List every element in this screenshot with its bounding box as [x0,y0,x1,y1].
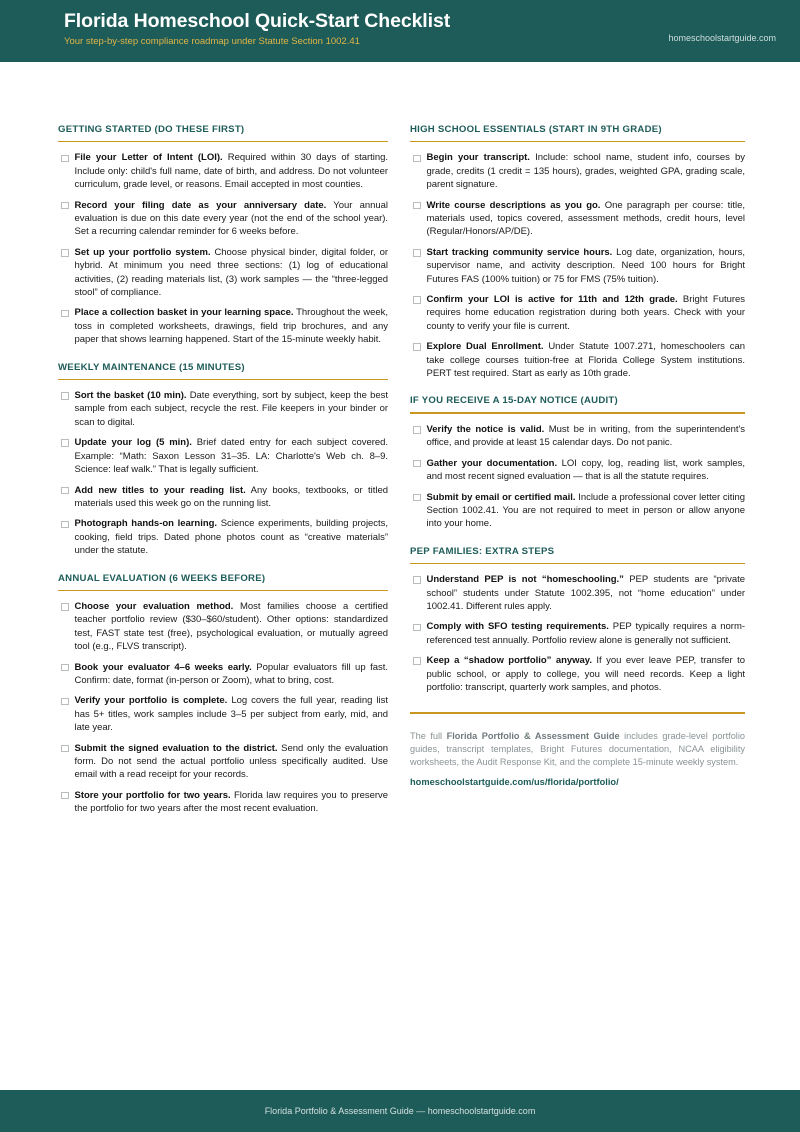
checklist-item-lead: Start tracking community service hours. [426,246,613,258]
section-title: ANNUAL EVALUATION (6 WEEKS BEFORE) [58,572,266,584]
section-divider [58,379,388,380]
checklist-item-text [75,389,389,429]
checklist-item-lead: Record your filing date as your anniversary date. [74,199,327,211]
checklist-item-text [75,742,389,782]
checklist-item-body: PEP students are “private school” students under Statute 1002.395, not “home education” under 1002.41. Different rules apply. [426,574,745,612]
checklist-item-lead: Explore Dual Enrollment. [426,341,544,353]
checklist-item[interactable] [410,423,745,450]
checklist-item-body: One paragraph per course: title, materials used, topics covered, assessment methods, credit hours, level (Regular/Honors/AP/DE). [426,199,745,238]
checklist-item-lead: Gather your documentation. [426,457,558,469]
checklist-item-lead: Understand PEP is not “homeschooling.” [426,574,624,586]
checklist-item-lead: Write course descriptions as you go. [426,199,601,211]
checklist-item-lead: File your Letter of Intent (LOI). [74,152,223,164]
checkbox-icon[interactable] [61,603,69,611]
footnote-link[interactable]: homeschoolstartguide.com/us/florida/portfolio/ [410,777,619,788]
checklist-item[interactable] [410,491,745,531]
checklist-item-body: Include: school name, student info, courses by grade, credits (1 credit = 135 hours), grades, weighted GPA, grading scale, parent signature. [426,152,745,191]
checklist-item-text [427,340,746,380]
checklist-item-text [427,423,746,450]
checkbox-icon[interactable] [61,745,69,753]
checkbox-icon[interactable] [413,249,421,257]
section-title: WEEKLY MAINTENANCE (15 MINUTES) [58,361,245,373]
checkbox-icon[interactable] [413,494,421,502]
checklist-item[interactable] [410,199,745,239]
checkbox-icon[interactable] [61,392,69,400]
checklist-item-text [75,484,389,511]
checklist-item[interactable] [58,389,388,429]
checklist-item[interactable] [58,600,388,654]
checkbox-icon[interactable] [413,296,421,304]
checklist-item[interactable] [58,789,388,816]
checklist-item-lead: Update your log (5 min). [74,437,192,449]
checklist-item-text [75,600,389,654]
checklist-item-text [75,436,389,476]
checklist-item[interactable] [58,199,388,239]
checklist-item-lead: Verify the notice is valid. [426,423,545,435]
page-footer [0,1090,800,1132]
checklist-item-text [75,199,389,239]
checklist-item-lead: Submit the signed evaluation to the district. [74,742,278,754]
footnote-text [410,730,745,770]
checklist-item[interactable] [58,246,388,300]
checklist-item-body: Send only the evaluation form. Do not send the actual portfolio unless specifically audited. Use email with a read receipt for your records. [74,742,388,781]
checkbox-icon[interactable] [413,657,421,665]
checklist-item-body: If you ever leave PEP, transfer to public school, or apply to college, you will need records. Keep a light portfolio: transcript, quarterly work samples, and photos. [426,655,745,693]
section-title: IF YOU RECEIVE A 15-DAY NOTICE (AUDIT) [410,395,618,407]
checklist-item-lead: Book your evaluator 4–6 weeks early. [74,661,252,673]
checklist-section [58,362,388,558]
checklist-item[interactable] [58,436,388,476]
checkbox-icon[interactable] [61,202,69,210]
checklist-item-body: Most families choose a certified teacher portfolio review ($30–$60/student). Other options: standardized test, FAST state test (free), psychological evaluation, or mutually agreed tool (e.g., FLVS transcript). [74,600,388,653]
checklist-item-body: Log covers the full year, reading list has 5+ titles, work samples include 3–5 per subject from early, mid, and late year. [74,695,388,734]
section-title: GETTING STARTED (DO THESE FIRST) [58,124,245,135]
checkbox-icon[interactable] [413,624,421,632]
checklist-item-lead: Begin your transcript. [426,152,530,164]
section-divider [410,412,745,413]
checklist-item[interactable] [410,293,745,333]
checklist-item-body: Date everything, sort by subject, keep the best sample from each subject, recycle the rest. File keepers in your binder or scan to digital. [74,390,388,428]
section-divider [410,141,745,142]
checklist-item-lead: Photograph hands-on learning. [74,518,218,530]
checklist-item-text [427,199,746,239]
content-columns [0,62,800,823]
checklist-item[interactable] [410,457,745,484]
footnote-guide-name: Florida Portfolio & Assessment Guide [446,730,620,741]
checklist-item-body: Any books, textbooks, or titled materials used this week go on the running list. [74,484,388,509]
checklist-item-body: LOI copy, log, reading list, work samples, and most recent signed evaluation — that is all the statute requires. [426,457,746,483]
checklist-item-text [427,491,746,531]
left-column [58,124,388,823]
checkbox-icon[interactable] [413,426,421,434]
checklist-section [58,124,388,347]
checklist-item-lead: Store your portfolio for two years. [74,789,231,801]
checkbox-icon[interactable] [413,576,421,584]
checklist-item-lead: Comply with SFO testing requirements. [426,621,609,633]
checklist-item-body: Must be in writing, from the superintendent's office, and provide at least 15 calendar days. Do not panic. [426,423,745,449]
checklist-item-text [427,654,746,694]
checklist-item-body: Required within 30 days of starting. Include only: child's full name, date of birth, and address. Do not volunteer curriculum, grade level, or reasons. Email accepted in most counties. [74,152,388,191]
checkbox-icon[interactable] [61,487,69,495]
checkbox-icon[interactable] [413,343,421,351]
checklist-item-text [427,573,746,613]
footnote-divider [410,712,745,713]
checklist-item[interactable] [410,340,745,380]
checklist-item[interactable] [58,694,388,734]
checklist-item-text [75,151,389,191]
checklist-item-body: Include a professional cover letter citing Section 1002.41. You are not required to meet in person or allow anyone into your home. [426,491,745,530]
checklist-item-body: Bright Futures requires home education registration during both years. Check with your county to verify your file is current. [426,294,745,332]
checklist-item[interactable] [58,661,388,688]
checklist-item-body: Your annual evaluation is due on this date every year (not the end of the school year). Set a recurring calendar reminder for 6 weeks before. [74,199,388,238]
checklist-item-body: Under Statute 1007.271, homeschoolers can take college courses tuition-free at Florida College System institutions. PERT test required. Start as early as 10th grade. [426,341,745,380]
checklist-item-text [75,694,389,734]
header-site-url: homeschoolstartguide.com [668,33,776,43]
checklist-item-lead: Submit by email or certified mail. [426,491,576,503]
checklist-item[interactable] [58,306,388,346]
page-subtitle: Your step-by-step compliance roadmap under Statute Section 1002.41 [64,36,360,47]
footer-text: Florida Portfolio & Assessment Guide — homeschoolstartguide.com [264,1106,536,1116]
checkbox-icon[interactable] [413,202,421,210]
checklist-item-body: Throughout the week, toss in completed worksheets, drawings, field trip brochures, and any paper that shows learning happened. Start of the 15-minute weekly habit. [74,307,388,346]
checklist-item-text [427,246,746,286]
checklist-item[interactable] [410,573,745,613]
checklist-section [410,124,745,380]
checklist-item[interactable] [58,517,388,557]
checklist-item-text [75,246,389,300]
checkbox-icon[interactable] [61,792,69,800]
checkbox-icon[interactable] [61,310,69,318]
page-header [0,0,800,62]
checklist-item[interactable] [58,742,388,782]
checkbox-icon[interactable] [61,521,69,529]
checkbox-icon[interactable] [413,155,421,163]
checklist-item-body: Science experiments, building projects, cooking, field trips. Dated phone photos count as “creative materials” under the statute. [74,518,388,557]
checklist-item-lead: Set up your portfolio system. [74,246,211,258]
checklist-item[interactable] [410,620,745,647]
checklist-item-body: Popular evaluators fill up fast. Confirm: date, format (in-person or Zoom), what to bring, cost. [74,661,388,686]
checklist-item[interactable] [58,151,388,191]
checklist-item-text [427,151,746,191]
checklist-item-text [75,306,389,346]
checklist-item-body: Florida law requires you to preserve the portfolio for two years after the most recent evaluation. [74,789,388,815]
right-column [410,124,745,823]
checkbox-icon[interactable] [61,698,69,706]
section-divider [58,590,388,591]
checklist-item-text [427,457,746,484]
checklist-item-lead: Place a collection basket in your learning space. [74,307,294,319]
checklist-item-lead: Sort the basket (10 min). [74,390,187,402]
checklist-section [410,395,745,530]
checklist-item-lead: Keep a “shadow portfolio” anyway. [426,655,592,667]
footnote-prefix: The full [410,730,447,741]
footnote-suffix: includes grade-level portfolio guides, transcript templates, Bright Futures documentation, NCAA eligibility worksheets, the Audit Response Kit, and the complete 15-minute weekly system. [410,730,745,767]
checklist-item-lead: Verify your portfolio is complete. [74,695,228,707]
section-title: PEP FAMILIES: EXTRA STEPS [410,545,555,557]
checkbox-icon[interactable] [413,460,421,468]
checklist-item[interactable] [410,151,745,191]
section-divider [410,563,745,564]
checklist-item-body: Choose physical binder, digital folder, or hybrid. At minimum you need three sections: (1) log of educational activities, (2) reading materials list, (3) work samples — the “three-legged stool” of compliance. [74,246,388,299]
checklist-item-lead: Choose your evaluation method. [74,600,234,612]
checklist-item-text [427,293,746,333]
checklist-item-body: PEP typically requires a norm-referenced test annually. Portfolio review alone is generally not sufficient. [426,621,745,646]
section-title: HIGH SCHOOL ESSENTIALS (START IN 9TH GRADE) [410,124,662,135]
section-divider [58,141,388,142]
checklist-item-body: Brief dated entry for each subject covered. Example: “Math: Saxon Lesson 31–35. LA: Charlotte's Web ch. 8–9. Science: leaf walk.” That is legally sufficient. [74,437,388,476]
checklist-item-text [75,789,389,816]
checklist-item[interactable] [410,246,745,286]
checkbox-icon[interactable] [61,155,69,163]
checklist-item[interactable] [410,654,745,694]
checklist-item[interactable] [58,484,388,511]
checkbox-icon[interactable] [61,249,69,257]
checklist-section [58,573,388,816]
checklist-item-text [427,620,746,647]
page-title: Florida Homeschool Quick-Start Checklist [64,10,451,32]
checklist-section [410,546,745,695]
checklist-item-lead: Add new titles to your reading list. [74,484,246,496]
checklist-item-lead: Confirm your LOI is active for 11th and 12th grade. [426,294,678,306]
checkbox-icon[interactable] [61,439,69,447]
checkbox-icon[interactable] [61,664,69,672]
checklist-item-body: Log date, organization, hours, supervisor name, and activity description. Need 100 hours for Bright Futures FAS (100% tuition) or 75 for FMS (75% tuition). [426,246,745,285]
checklist-item-text [75,661,389,688]
checklist-item-text [75,517,389,557]
